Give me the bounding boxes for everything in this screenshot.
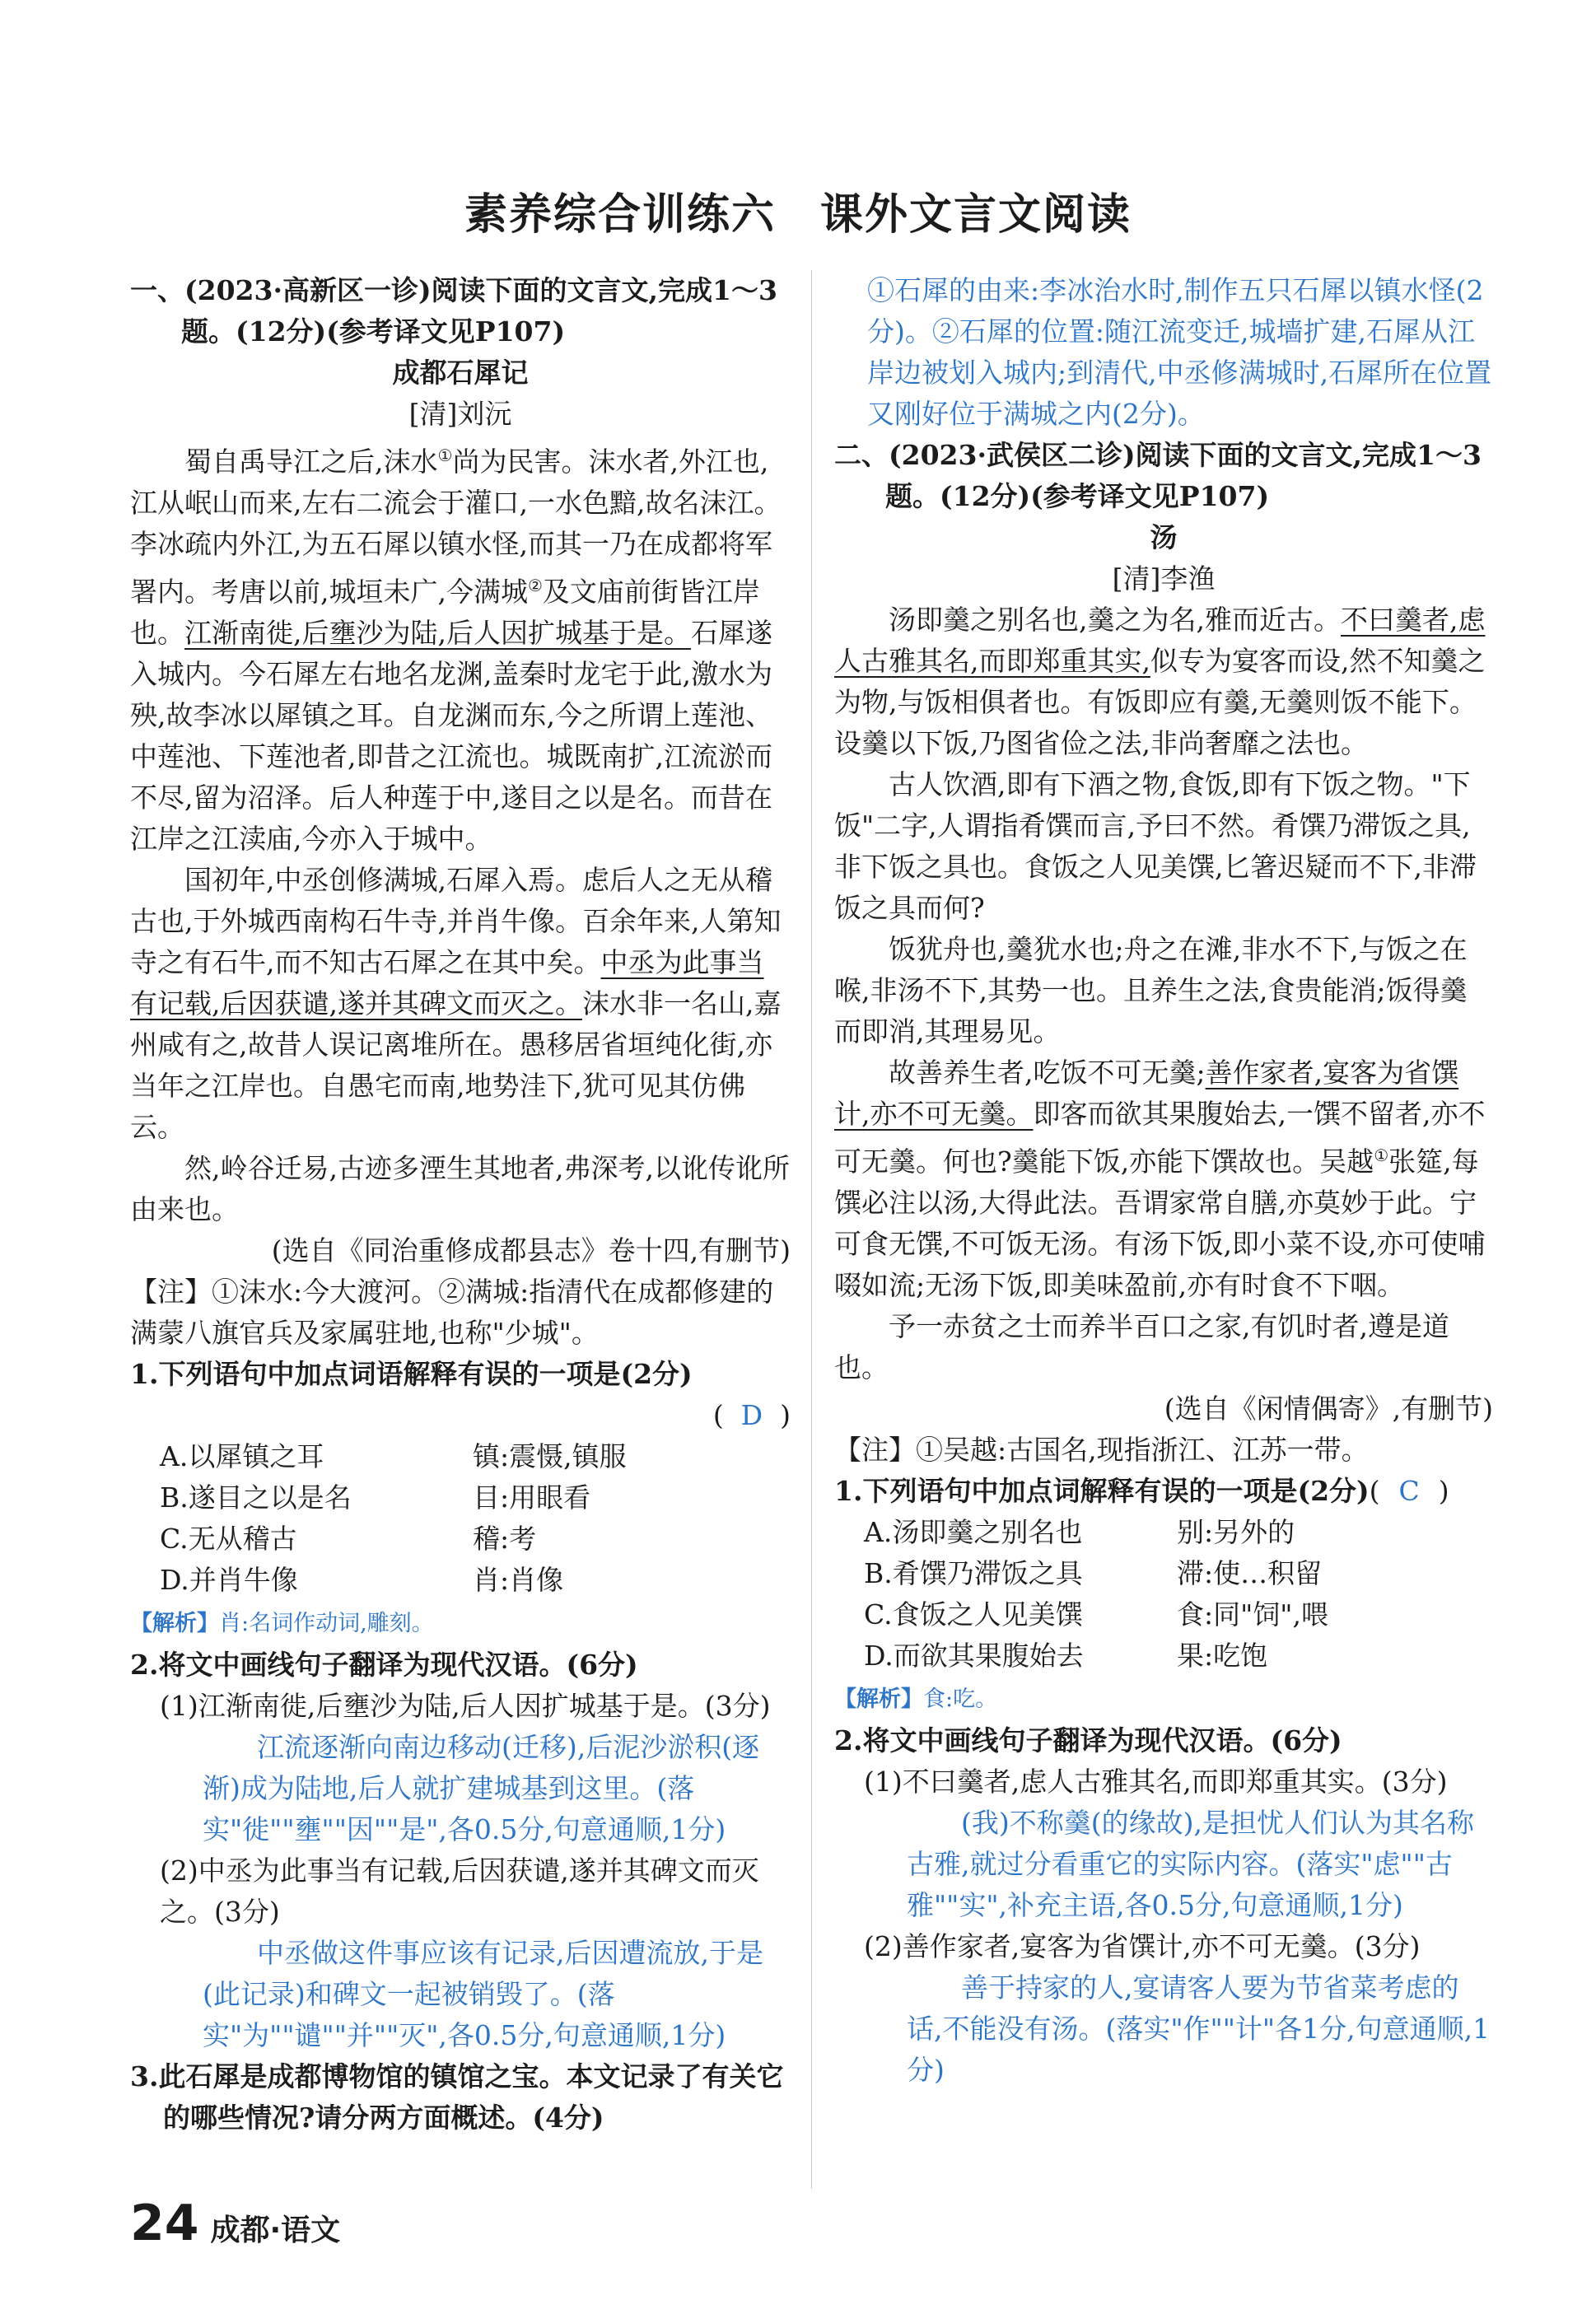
text-run: 故善养生者,吃饭不可无羹; xyxy=(889,1057,1206,1089)
subanswer: 中丞做这件事应该有记录,后因遭流放,于是(此记录)和碑文一起被销毁了。(落实"为""谴""并""灭",各0.5分,句意通顺,1分) xyxy=(203,1937,763,2051)
bracket-close: ) xyxy=(780,1399,791,1431)
passage-source: (选自《闲情偶寄》,有删节) xyxy=(1164,1393,1493,1425)
passage-note: 【注】①吴越:古国名,现指浙江、江苏一带。 xyxy=(834,1434,1369,1466)
passage-paragraph: 饭犹舟也,羹犹水也;舟之在滩,非水不下,与饭之在喉,非汤不下,其势一也。且养生之法,食贵能消;饭得羹而即消,其理易见。 xyxy=(834,933,1468,1047)
analysis-tag: 【解析】 xyxy=(130,1611,219,1636)
text-run: 石犀遂入城内。今石犀左右地名龙渊,盖秦时龙宅于此,激水为殃,故李冰以犀镇之耳。自龙渊而东,今之所谓上莲池、中莲池、下莲池者,即昔之江流也。城既南扩,江流淤而不尽,留为沼泽。后人种莲于中,遂目之以是名。而昔在江岸之江渎庙,今亦入于城中。 xyxy=(130,617,772,855)
passage-author: [清]刘沅 xyxy=(408,398,512,430)
option-text: D.并肖牛像 xyxy=(160,1564,298,1596)
column-divider xyxy=(811,270,812,2189)
footnote-marker: ② xyxy=(527,576,543,595)
question-stem: 1.下列语句中加点词解释有误的一项是(2分) xyxy=(834,1475,1370,1507)
question-1 xyxy=(130,1354,791,1395)
answer-choice: C xyxy=(1398,1475,1420,1507)
footnote-marker: ① xyxy=(1374,1145,1389,1165)
right-column xyxy=(834,270,1493,2091)
underlined-sentence: 不曰羹者,虑人古雅其名,而即郑重其实, xyxy=(834,604,1486,677)
options-list xyxy=(130,1436,791,1601)
passage-paragraph: 予一赤贫之士而养半百口之家,有饥时者,遵是道也。 xyxy=(834,1310,1449,1383)
analysis-tag: 【解析】 xyxy=(834,1687,923,1712)
page-number: 24 xyxy=(130,2195,199,2252)
text-run: 尚为民害。沫水者,外江也,江从岷山而来,左右二流会于灌口,一水色黯,故名沫江。李冰疏内外江,为五石犀以镇水怪,而其一乃在成都将军署内。考唐以前,城垣未广,今满城 xyxy=(130,446,782,608)
passage-note: 【注】①沫水:今大渡河。②满城:指清代在成都修建的满蒙八旗官兵及家属驻地,也称"少城"。 xyxy=(130,1276,774,1349)
analysis xyxy=(130,1601,791,1645)
passage-title: 汤 xyxy=(1150,521,1178,553)
subanswer: 江流逐渐向南边移动(迁移),后泥沙淤积(逐渐)成为陆地,后人就扩建城基到这里。(落实"徙""壅""因""是",各0.5分,句意通顺,1分) xyxy=(203,1731,760,1845)
text-run: 汤即羹之别名也,羹之为名,雅而近古。 xyxy=(889,604,1341,636)
passage-author: [清]李渔 xyxy=(1112,562,1216,595)
option-text: A.以犀镇之耳 xyxy=(160,1440,324,1472)
option-text: A.汤即羹之别名也 xyxy=(864,1516,1083,1548)
subanswer: 善于持家的人,宴请客人要为节省菜考虑的话,不能没有汤。(落实"作""计"各1分,句意通顺,1分) xyxy=(907,1971,1491,2086)
passage-paragraph: 然,岭谷迁易,古迹多湮生其地者,弗深考,以讹传讹所由来也。 xyxy=(130,1152,790,1225)
passage-paragraph xyxy=(130,435,791,860)
passage-paragraph xyxy=(834,1052,1493,1306)
section-two-header: 二、(2023·武侯区二诊)阅读下面的文言文,完成1～3题。(12分)(参考译文见P107) xyxy=(834,439,1482,512)
passage-paragraph xyxy=(130,860,791,1148)
analysis xyxy=(834,1677,1493,1720)
option-gloss: 别:另外的 xyxy=(1177,1516,1295,1548)
footnote-marker: ① xyxy=(437,446,453,465)
page-footer xyxy=(130,2195,340,2252)
text-run: 张筵,每馔必注以汤,大得此法。吾谓家常自膳,亦莫妙于此。宁可食无馔,不可饭无汤。有汤下饭,即小菜不设,亦可使哺啜如流;无汤下饭,即美味盈前,亦有时食不下咽。 xyxy=(834,1145,1486,1301)
question-2-stem: 2.将文中画线句子翻译为现代汉语。(6分) xyxy=(130,1649,638,1681)
option-gloss: 稽:考 xyxy=(473,1523,537,1555)
bracket-open: ( xyxy=(1369,1475,1380,1507)
answer-bracket xyxy=(130,1395,791,1436)
section-one-header: 一、(2023·高新区一诊)阅读下面的文言文,完成1～3题。(12分)(参考译文见P107) xyxy=(130,274,777,348)
subanswer: (我)不称羹(的缘故),是担忧人们认为其名称古雅,就过分看重它的实际内容。(落实"虑""古雅""实",补充主语,各0.5分,句意通顺,1分) xyxy=(907,1807,1474,1921)
answer-choice: D xyxy=(740,1399,763,1431)
left-column xyxy=(130,270,791,2139)
subquestion: (1)江渐南徙,后壅沙为陆,后人因扩城基于是。(3分) xyxy=(160,1690,771,1722)
passage-source: (选自《同治重修成都县志》卷十四,有删节) xyxy=(271,1234,791,1267)
text-run: 国初年,中丞创修满城,石犀入焉。虑后人之无从稽古也,于外城西南构石牛寺,并肖牛像。百余年来,人第知寺之有石牛,而不知古石犀之在其中矣。 xyxy=(130,864,782,978)
bracket-close: ) xyxy=(1438,1475,1449,1507)
option-gloss: 目:用眼看 xyxy=(473,1481,591,1514)
question-3-answer: ①石犀的由来:李冰治水时,制作五只石犀以镇水怪(2分)。②石犀的位置:随江流变迁,城墙扩建,石犀从江岸边被划入城内;到清代,中丞修满城时,石犀所在位置又刚好位于满城之内(2分)。 xyxy=(867,274,1492,430)
option-text: B.肴馔乃滞饭之具 xyxy=(864,1557,1083,1589)
underlined-sentence: 江渐南徙,后壅沙为陆,后人因扩城基于是。 xyxy=(184,617,691,649)
page-title: 素养综合训练六 课外文言文阅读 xyxy=(464,190,1132,240)
text-run: 及文庙前街皆江岸也。 xyxy=(130,576,760,649)
question-1 xyxy=(834,1471,1493,1512)
subquestion: (2)善作家者,宴客为省馔计,亦不可无羹。(3分) xyxy=(864,1930,1421,1962)
option-text: B.遂目之以是名 xyxy=(160,1481,352,1514)
passage-paragraph xyxy=(834,599,1493,764)
bracket-open: ( xyxy=(712,1399,724,1431)
passage-title: 成都石犀记 xyxy=(392,357,529,389)
option-text: D.而欲其果腹始去 xyxy=(864,1640,1084,1672)
option-gloss: 肖:肖像 xyxy=(473,1564,564,1596)
option-gloss: 果:吃饱 xyxy=(1177,1640,1268,1672)
subquestion: (1)不曰羹者,虑人古雅其名,而即郑重其实。(3分) xyxy=(864,1766,1448,1798)
question-3-stem: 3.此石犀是成都博物馆的镇馆之宝。本文记录了有关它的哪些情况?请分两方面概述。(4分) xyxy=(130,2060,784,2134)
text-run: 似专为宴客而设,然不知羹之为物,与饭相俱者也。有饭即应有羹,无羹则饭不能下。设羹以下饭,乃图省俭之法,非尚奢靡之法也。 xyxy=(834,645,1486,759)
question-stem: 1.下列语句中加点词语解释有误的一项是(2分) xyxy=(130,1358,693,1390)
option-gloss: 食:同"饲",喂 xyxy=(1177,1598,1328,1631)
text-run: 蜀自禹导江之后,沫水 xyxy=(184,446,438,478)
analysis-text: 食:吃。 xyxy=(923,1687,998,1712)
option-gloss: 镇:震慑,镇服 xyxy=(473,1440,627,1472)
text-run: 即客而欲其果腹始去,一馔不留者,亦不可无羹。何也?羹能下饭,亦能下馔故也。吴越 xyxy=(834,1098,1486,1178)
analysis-text: 肖:名词作动词,雕刻。 xyxy=(219,1611,434,1636)
option-text: C.无从稽古 xyxy=(160,1523,297,1555)
option-text: C.食饭之人见美馔 xyxy=(864,1598,1083,1631)
option-gloss: 滞:使…积留 xyxy=(1177,1557,1323,1589)
text-run: 沫水非一名山,嘉州咸有之,故昔人误记离堆所在。愚移居省垣纯化街,亦当年之江岸也。自愚宅而南,地势洼下,犹可见其仿佛云。 xyxy=(130,987,782,1143)
underlined-sentence: 中丞为此事当有记载,后因获谴,遂并其碑文而灭之。 xyxy=(130,946,764,1019)
subquestion: (2)中丞为此事当有记载,后因获谴,遂并其碑文而灭之。(3分) xyxy=(160,1854,759,1928)
options-list xyxy=(834,1512,1493,1677)
passage-paragraph: 古人饮酒,即有下酒之物,食饭,即有下饭之物。"下饭"二字,人谓指肴馔而言,予曰不然。肴馔乃滞饭之具,非下饭之具也。食饭之人见美馔,匕箸迟疑而不下,非滞饭之具而何? xyxy=(834,768,1477,924)
footer-text: 成都·语文 xyxy=(210,2214,341,2247)
underlined-sentence: 善作家者,宴客为省馔计,亦不可无羹。 xyxy=(834,1057,1459,1130)
question-2-stem: 2.将文中画线句子翻译为现代汉语。(6分) xyxy=(834,1724,1342,1756)
